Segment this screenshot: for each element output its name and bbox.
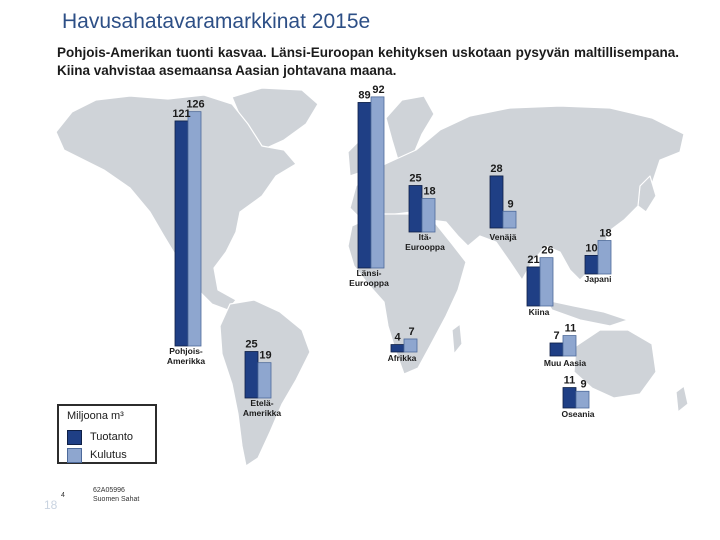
bar-tuotanto: [550, 343, 563, 356]
region-label: Afrikka: [387, 353, 417, 363]
region-label: Eurooppa: [405, 242, 445, 252]
value-label-kulutus: 18: [423, 185, 436, 198]
bar-kulutus: [258, 363, 271, 398]
region-label: Amerikka: [166, 356, 206, 366]
region-label: Oseania: [561, 409, 595, 419]
page-title: Havusahatavaramarkkinat 2015e: [62, 10, 371, 33]
bar-tuotanto: [585, 255, 598, 274]
indonesia-shape: [546, 300, 628, 326]
region-label: Etelä-: [250, 398, 274, 408]
bar-kulutus: [503, 211, 516, 228]
legend-label-tuotanto: Tuotanto: [90, 431, 134, 443]
bar-tuotanto: [409, 186, 422, 233]
value-label-tuotanto: 121: [172, 107, 191, 120]
bar-tuotanto: [391, 345, 404, 352]
bar-kulutus: [576, 391, 589, 408]
bar-kulutus: [404, 339, 417, 352]
value-label-tuotanto: 11: [563, 374, 576, 387]
value-label-tuotanto: 25: [409, 172, 422, 185]
bar-kulutus: [540, 258, 553, 306]
value-label-tuotanto: 7: [553, 329, 560, 342]
legend-swatch-kulutus: [67, 448, 82, 463]
region-label: Kiina: [528, 307, 550, 317]
region-label: Länsi-: [356, 268, 382, 278]
legend-label-kulutus: Kulutus: [90, 449, 127, 461]
value-label-tuotanto: 21: [527, 253, 540, 266]
value-label-kulutus: 9: [507, 198, 514, 211]
legend: [57, 404, 157, 464]
legend-swatch-tuotanto: [67, 430, 82, 445]
bar-kulutus: [188, 112, 201, 346]
slide-number: 18: [44, 498, 58, 512]
region-label: Muu Aasia: [543, 358, 587, 368]
bar-tuotanto: [175, 121, 188, 346]
value-label-kulutus: 92: [372, 83, 385, 96]
region-label: Pohjois-: [169, 346, 203, 356]
footer-code: [93, 486, 139, 504]
region-label: Venäjä: [489, 232, 517, 242]
legend-item-kulutus: [67, 448, 127, 462]
bar-tuotanto: [245, 352, 258, 399]
value-label-tuotanto: 10: [585, 242, 598, 255]
bar-tuotanto: [358, 102, 371, 268]
bar-kulutus: [371, 97, 384, 268]
value-label-tuotanto: 4: [394, 331, 401, 344]
page-subtitle: Pohjois-Amerikan tuonti kasvaa. Länsi-Euroopan kehityksen uskotaan pysyvän maltillisempana. Kiina vahvistaa asemaansa Aasian johtavana maana.: [57, 45, 679, 78]
value-label-kulutus: 126: [186, 98, 205, 111]
value-label-kulutus: 18: [599, 227, 612, 240]
value-label-kulutus: 9: [580, 378, 587, 391]
region-label: Japani: [584, 274, 612, 284]
value-label-kulutus: 19: [259, 349, 272, 362]
value-label-kulutus: 11: [564, 322, 577, 335]
bar-group-region-6: [527, 245, 554, 317]
madagascar-shape: [452, 324, 462, 354]
footer-code-line1: 62A05996: [93, 487, 125, 494]
bar-tuotanto: [490, 176, 503, 228]
value-label-kulutus: 7: [408, 325, 415, 338]
region-label: Eurooppa: [349, 278, 389, 288]
value-label-tuotanto: 89: [358, 89, 371, 102]
footer-code-line2: Suomen Sahat: [93, 496, 140, 503]
legend-item-tuotanto: [67, 430, 133, 444]
new-zealand-shape: [676, 386, 688, 412]
bar-kulutus: [563, 336, 576, 356]
bar-tuotanto: [527, 267, 540, 306]
bar-kulutus: [422, 199, 435, 232]
bar-kulutus: [598, 241, 611, 274]
bar-tuotanto: [563, 388, 576, 408]
value-label-kulutus: 26: [541, 244, 554, 257]
region-label: Amerikka: [242, 408, 282, 418]
legend-title: Miljoona m³: [67, 410, 124, 422]
value-label-tuotanto: 25: [245, 338, 258, 351]
page-reference: 4: [61, 492, 65, 499]
region-label: Itä-: [418, 232, 432, 242]
value-label-tuotanto: 28: [490, 162, 503, 175]
